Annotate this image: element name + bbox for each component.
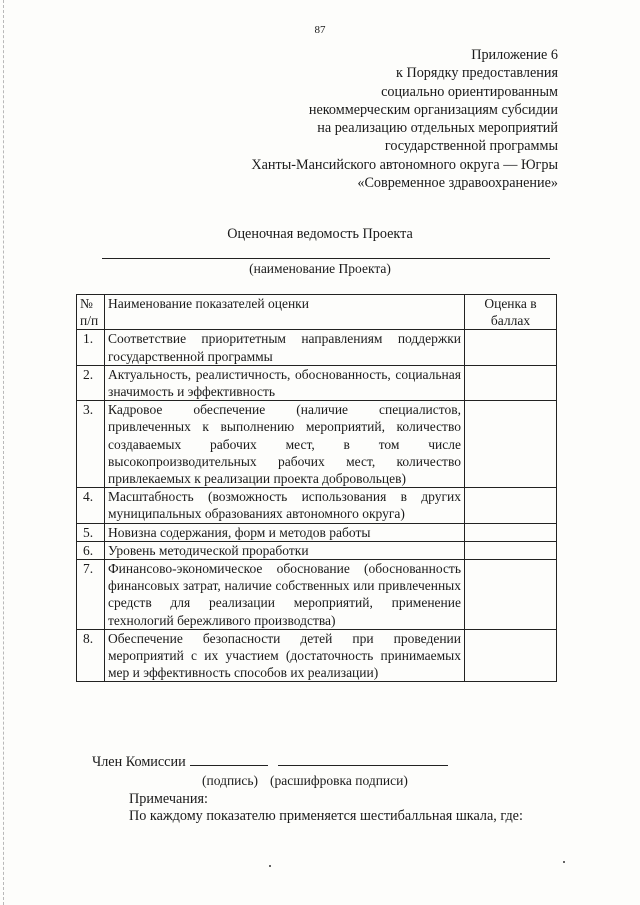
table-row [77, 401, 557, 488]
document-title: Оценочная ведомость Проекта [227, 226, 413, 242]
row-indicator: Актуальность, реалистичность, обоснованность, социальная значимость и эффективность [105, 365, 465, 400]
table-row [77, 488, 557, 523]
row-number: 4. [77, 488, 105, 523]
appendix-line: некоммерческим организациям субсидии [308, 101, 558, 118]
table-row [77, 629, 557, 682]
row-score-cell[interactable] [465, 541, 557, 559]
appendix-line: Приложение 6 [471, 47, 558, 63]
appendix-line: социально ориентированным [381, 83, 558, 100]
row-score-cell[interactable] [465, 523, 557, 541]
table-row [77, 330, 557, 365]
page-edge [3, 0, 5, 905]
notes-heading: Примечания: [129, 791, 208, 807]
scan-speck [563, 861, 565, 863]
project-name-caption: (наименование Проекта) [249, 261, 391, 276]
row-indicator: Кадровое обеспечение (наличие специалистов, привлеченных к выполнению мероприятий, количество создаваемых рабочих мест, в том числе высокопроизводительных рабочих мест, количество привлекаемых к реализации проекта добровольцев) [105, 401, 465, 488]
row-number: 5. [77, 523, 105, 541]
decode-caption: (расшифровка подписи) [270, 773, 408, 788]
signature-captions [202, 773, 408, 789]
row-indicator: Обеспечение безопасности детей при проведении мероприятий с их участием (достаточность принимаемых мер и эффективность способов их реализации) [105, 629, 465, 682]
row-number: 8. [77, 629, 105, 682]
row-score-cell[interactable] [465, 330, 557, 365]
row-number: 6. [77, 541, 105, 559]
appendix-line: Ханты-Мансийского автономного округа — Югры [251, 156, 558, 173]
row-indicator: Уровень методической проработки [105, 541, 465, 559]
appendix-line: к Порядку предоставления [396, 65, 558, 82]
table-row [77, 560, 557, 630]
header-indicator: Наименование показателей оценки [105, 295, 465, 330]
row-score-cell[interactable] [465, 365, 557, 400]
row-score-cell[interactable] [465, 488, 557, 523]
notes-text: По каждому показателю применяется шестибалльная шкала, где: [129, 808, 523, 824]
appendix-block [251, 46, 558, 192]
commission-member [92, 754, 448, 771]
table-row [77, 365, 557, 400]
row-score-cell[interactable] [465, 560, 557, 630]
header-score: Оценка в баллах [465, 295, 557, 330]
signature-decode-blank[interactable] [278, 764, 448, 766]
signature-blank[interactable] [190, 764, 268, 766]
row-number: 7. [77, 560, 105, 630]
row-indicator: Масштабность (возможность использования в других муниципальных образованиях автономного округа) [105, 488, 465, 523]
row-indicator: Соответствие приоритетным направлениям поддержки государственной программы [105, 330, 465, 365]
project-name-blank [102, 258, 550, 259]
page-number: 87 [314, 24, 326, 36]
header-number: № п/п [77, 295, 105, 330]
row-score-cell[interactable] [465, 629, 557, 682]
appendix-line: государственной программы [384, 138, 558, 155]
evaluation-table [76, 294, 557, 682]
table-row [77, 541, 557, 559]
appendix-line: на реализацию отдельных мероприятий [317, 120, 558, 137]
member-label: Член Комиссии [92, 754, 186, 770]
table-row [77, 523, 557, 541]
row-score-cell[interactable] [465, 401, 557, 488]
appendix-line: «Современное здравоохранение» [357, 175, 558, 192]
sign-caption: (подпись) [202, 773, 259, 788]
row-number: 1. [77, 330, 105, 365]
row-indicator: Новизна содержания, форм и методов работы [105, 523, 465, 541]
row-number: 2. [77, 365, 105, 400]
scan-speck [269, 865, 271, 867]
row-indicator: Финансово-экономическое обоснование (обоснованность финансовых затрат, наличие собственных или привлеченных средств для реализации мероприятий, применение технологий бережливого производства) [105, 560, 465, 630]
row-number: 3. [77, 401, 105, 488]
table-header-row [77, 295, 557, 330]
